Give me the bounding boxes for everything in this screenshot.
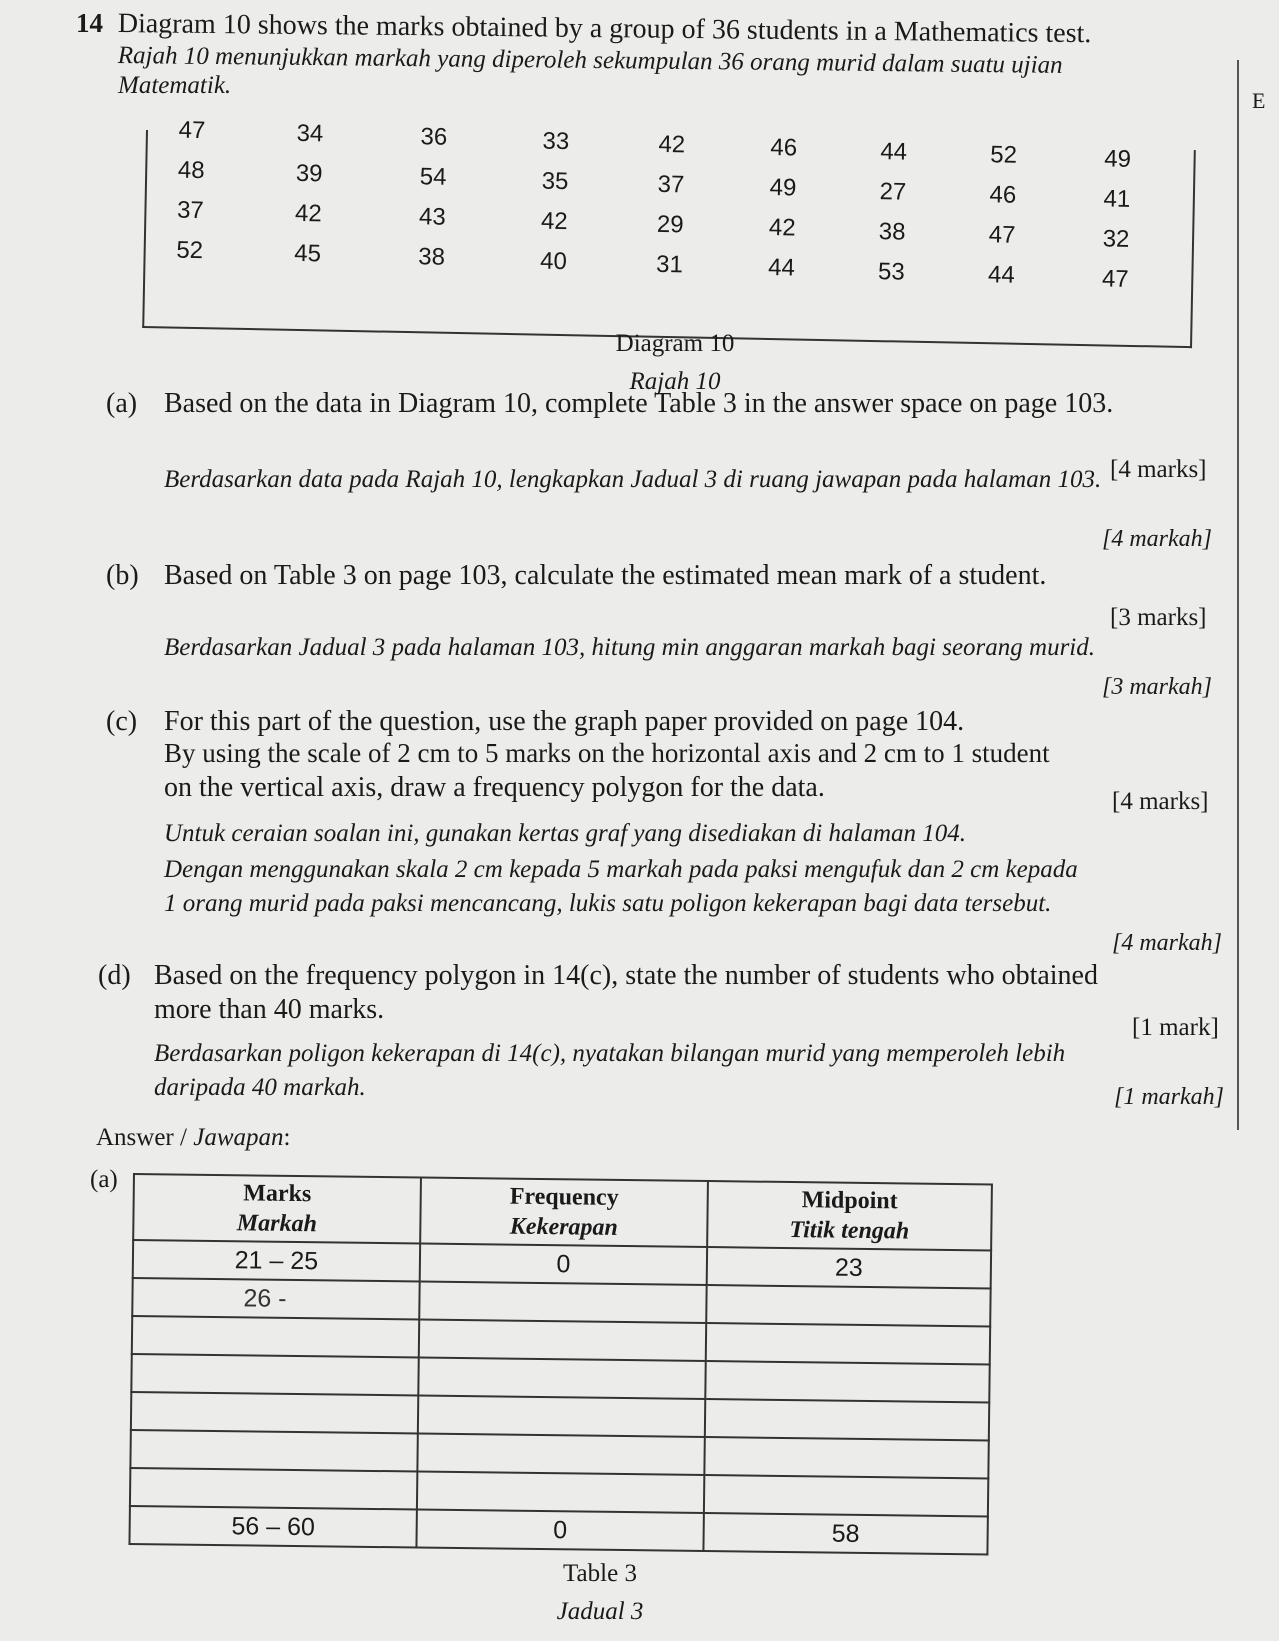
data-value: 38	[417, 243, 446, 271]
cell-midpoint	[706, 1323, 990, 1364]
part-d-english-2: more than 40 marks.	[154, 994, 385, 1025]
part-c-label: (c)	[106, 706, 138, 737]
part-b-malay: Berdasarkan Jadual 3 pada halaman 103, hitung min anggaran markah bagi seorang murid.	[164, 634, 1095, 661]
cell-frequency	[419, 1320, 706, 1362]
cell-midpoint	[704, 1437, 988, 1478]
cell-midpoint	[704, 1475, 988, 1516]
diagram-caption-ms: Rajah 10	[629, 368, 721, 395]
cell-marks: 56 – 60	[129, 1506, 416, 1548]
table-caption-en: Table 3	[563, 1560, 637, 1587]
diagram-10-data-box	[142, 116, 1196, 348]
data-value: 27	[879, 177, 907, 206]
part-b-english: Based on Table 3 on page 103, calculate the estimated mean mark of a student.	[164, 560, 1047, 591]
header-marks-en: Marks	[243, 1180, 312, 1208]
data-value: 43	[418, 203, 446, 231]
cell-marks: 21 – 25	[133, 1240, 420, 1282]
header-frequency-en: Frequency	[509, 1183, 619, 1211]
header-midpoint-en: Midpoint	[801, 1187, 898, 1215]
cell-frequency	[417, 1471, 704, 1513]
part-c-malay-3: 1 orang murid pada paksi mencancang, lukis satu poligon kekerapan bagi data tersebut.	[164, 890, 1052, 917]
cell-midpoint	[706, 1285, 990, 1326]
question-number: 14	[76, 8, 103, 38]
table-caption-ms: Jadual 3	[556, 1598, 644, 1625]
part-d-malay-2: daripada 40 markah.	[154, 1074, 366, 1101]
cell-midpoint	[705, 1399, 989, 1440]
data-value: 54	[419, 163, 447, 191]
cell-frequency: 0	[416, 1509, 703, 1551]
data-value: 42	[540, 207, 568, 235]
cell-midpoint: 58	[703, 1513, 987, 1554]
data-value: 46	[770, 134, 798, 162]
cell-marks	[130, 1430, 417, 1472]
part-a-label: (a)	[106, 388, 138, 419]
part-a-english: Based on the data in Diagram 10, complete Table 3 in the answer space on page 103.	[164, 388, 1114, 419]
header-marks	[133, 1174, 421, 1244]
part-a-marks-ms: [4 markah]	[1102, 526, 1213, 552]
data-value: 52	[990, 141, 1018, 169]
data-value: 47	[988, 221, 1016, 249]
cell-midpoint: 23	[707, 1247, 991, 1288]
margin-line	[1237, 60, 1239, 1130]
table-body	[129, 1240, 991, 1554]
data-value: 44	[987, 261, 1015, 289]
data-value: 42	[658, 130, 686, 159]
part-d-english-1: Based on the frequency polygon in 14(c), state the number of students who obtained	[154, 960, 1098, 991]
cell-marks	[130, 1468, 417, 1510]
part-c-marks-en: [4 marks]	[1112, 788, 1209, 815]
data-value: 39	[295, 159, 323, 188]
data-value: 38	[878, 217, 906, 246]
data-value: 34	[296, 119, 324, 148]
data-value: 44	[880, 137, 908, 166]
header-frequency-ms: Kekerapan	[509, 1213, 619, 1241]
answer-heading	[96, 1124, 290, 1152]
data-value: 33	[542, 127, 570, 155]
data-value: 32	[1102, 224, 1130, 253]
data-value: 47	[1101, 264, 1129, 293]
data-value: 42	[768, 214, 796, 242]
part-d-malay-1: Berdasarkan poligon kekerapan di 14(c), nyatakan bilangan murid yang memperoleh lebih	[154, 1040, 1066, 1067]
data-value: 46	[989, 181, 1017, 209]
data-value: 36	[420, 123, 448, 151]
data-value: 48	[177, 156, 205, 185]
diagram-caption-en: Diagram 10	[615, 330, 735, 357]
data-value: 40	[539, 247, 568, 275]
intro-english: Diagram 10 shows the marks obtained by a group of 36 students in a Mathematics test.	[117, 8, 1092, 50]
cut-off-edge-text: E	[1252, 88, 1266, 113]
cell-marks	[131, 1392, 418, 1434]
part-b-marks-ms: [3 markah]	[1102, 674, 1213, 700]
part-b-marks-en: [3 marks]	[1110, 604, 1207, 631]
part-c-english-2: By using the scale of 2 cm to 5 marks on the horizontal axis and 2 cm to 1 student	[164, 738, 1050, 768]
answer-heading-colon: :	[283, 1124, 291, 1151]
data-value: 49	[769, 174, 797, 202]
header-midpoint	[707, 1181, 992, 1250]
cell-frequency	[418, 1396, 705, 1438]
data-value: 31	[655, 250, 684, 279]
data-value: 44	[767, 254, 796, 282]
cell-frequency	[417, 1433, 704, 1475]
part-c-marks-ms: [4 markah]	[1112, 930, 1223, 956]
data-value: 52	[176, 236, 204, 265]
part-a-malay: Berdasarkan data pada Rajah 10, lengkapkan Jadual 3 di ruang jawapan pada halaman 103.	[164, 466, 1102, 493]
data-value: 35	[541, 167, 569, 195]
part-d-label: (d)	[98, 960, 131, 991]
data-value: 53	[877, 257, 906, 286]
data-value: 49	[1104, 144, 1132, 173]
part-c-english-3: on the vertical axis, draw a frequency polygon for the data.	[164, 772, 825, 803]
cell-frequency: 0	[420, 1244, 707, 1286]
data-value: 29	[656, 210, 684, 239]
data-value: 47	[178, 116, 206, 145]
intro-malay: Rajah 10 menunjukkan markah yang diperoleh sekumpulan 36 orang murid dalam suatu ujian	[117, 42, 1063, 79]
answer-heading-en: Answer /	[96, 1124, 194, 1151]
answer-part-label: (a)	[90, 1166, 118, 1193]
table-3	[128, 1173, 992, 1555]
cell-frequency	[419, 1282, 706, 1324]
cell-marks	[131, 1354, 418, 1396]
cell-frequency	[418, 1358, 705, 1400]
part-c-malay-1: Untuk ceraian soalan ini, gunakan kertas graf yang disediakan di halaman 104.	[164, 820, 967, 847]
data-value: 41	[1103, 184, 1131, 213]
cell-marks	[132, 1316, 419, 1358]
header-frequency	[420, 1178, 708, 1248]
part-b-label: (b)	[106, 560, 139, 591]
header-midpoint-ms: Titik tengah	[789, 1217, 910, 1245]
part-c-malay-2: Dengan menggunakan skala 2 cm kepada 5 markah pada paksi mengufuk dan 2 cm kepada	[164, 856, 1078, 883]
data-value: 45	[294, 239, 322, 268]
cell-midpoint	[705, 1361, 989, 1402]
answer-heading-ms: Jawapan	[193, 1124, 284, 1151]
data-value: 37	[176, 196, 205, 225]
part-c-english-1: For this part of the question, use the graph paper provided on page 104.	[164, 706, 965, 737]
header-marks-ms: Markah	[236, 1210, 318, 1238]
table-header-row	[133, 1174, 992, 1250]
intro-malay-cont: Matematik.	[118, 72, 232, 99]
part-a-marks-en: [4 marks]	[1110, 456, 1207, 483]
cell-marks: 26 -	[132, 1278, 419, 1320]
data-value: 42	[294, 199, 323, 228]
part-d-marks-ms: [1 markah]	[1114, 1084, 1225, 1110]
part-d-marks-en: [1 mark]	[1132, 1014, 1219, 1041]
data-value: 37	[657, 170, 685, 199]
